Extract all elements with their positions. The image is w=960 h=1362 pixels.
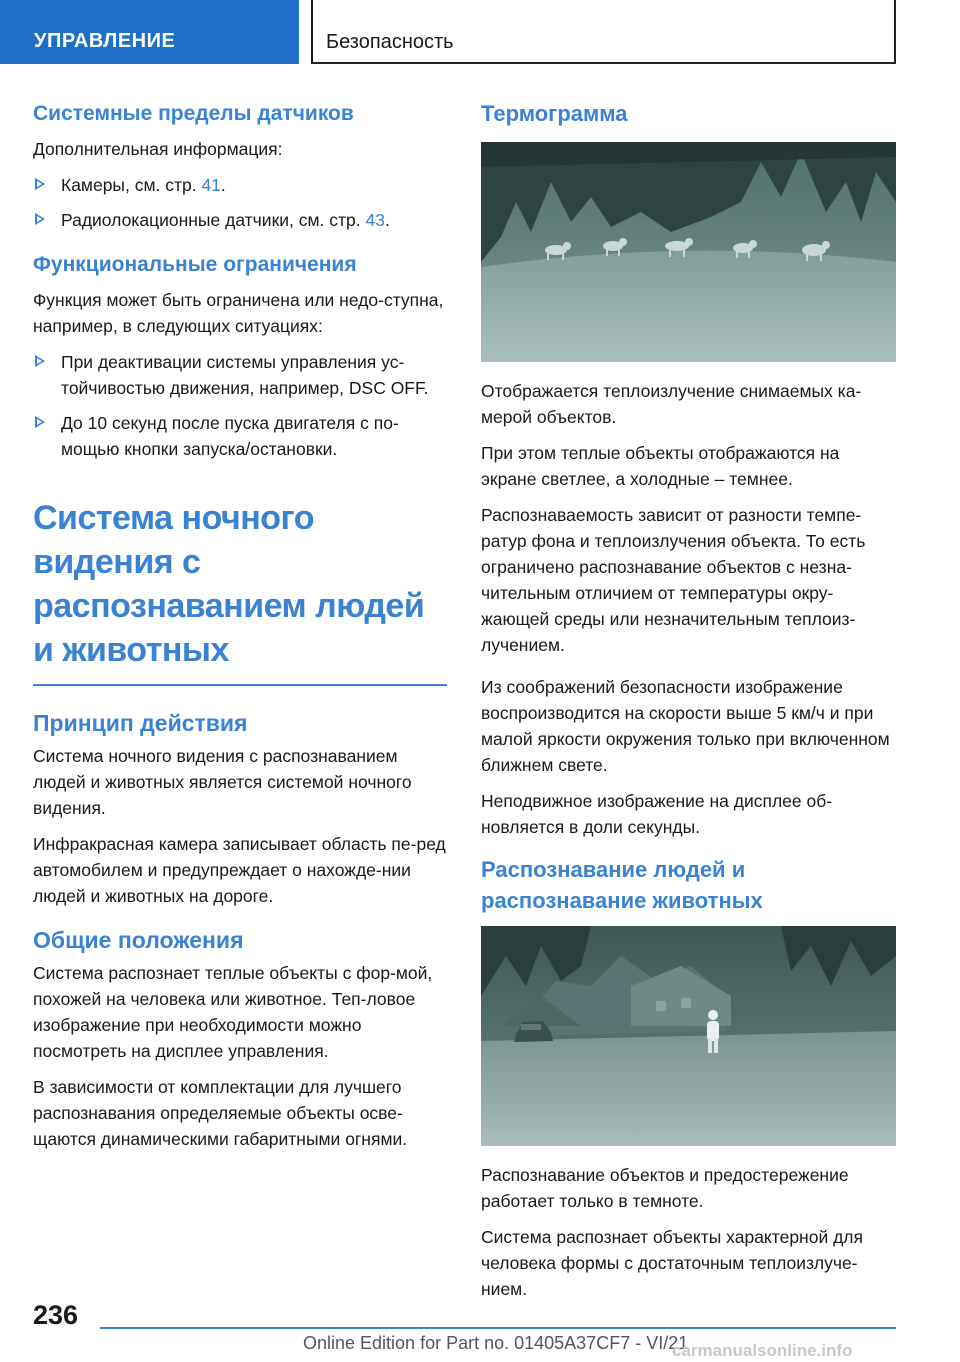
general-paragraph-2: В зависимости от комплектации для лучшего распознавания определяемые объекты осве-щаются динамическими габаритными огнями.	[33, 1077, 408, 1149]
left-column	[33, 100, 447, 1162]
pedestrian-detection-image	[481, 926, 896, 1146]
main-section-title: Система ночного видения с распознаванием людей и животных	[33, 496, 447, 686]
thermogram-paragraph-4: Из соображений безопасности изображение воспроизводится на скорости выше 5 км/ч и при малой яркости окружения только при включенном ближнем свете.	[481, 677, 890, 775]
thermogram-paragraph-1: Отображается теплоизлучение снимаемых ка-мерой объектов.	[481, 381, 862, 427]
thermogram-image	[481, 142, 896, 362]
func-limits-heading: Функциональные ограничения	[33, 253, 357, 276]
triangle-bullet-icon	[35, 178, 45, 190]
list-item: При деактивации системы управления ус-тойчивостью движения, например, DSC OFF.	[33, 349, 447, 401]
triangle-bullet-icon	[35, 416, 45, 428]
principle-heading: Принцип действия	[33, 710, 248, 736]
thermogram-paragraph-3: Распознаваемость зависит от разности темпе-ратур фона и теплоизлучения объекта. То есть ограничено распознавание объектов с незна-чительным отличием от температуры окру-жающей среды или незначительным теплоиз-лучением.	[481, 505, 866, 655]
footer-rule	[100, 1327, 896, 1329]
list-item: Радиолокационные датчики, см. стр. 43.	[33, 207, 447, 233]
principle-paragraph-2: Инфракрасная камера записывает область пе-ред автомобилем и предупреждает о нахожде-нии людей и животных на дороге.	[33, 834, 446, 906]
page-link-radar[interactable]: 43	[365, 210, 385, 230]
page-number: 236	[33, 1300, 79, 1330]
general-paragraph-1: Система распознает теплые объекты с фор-мой, похожей на человека или животное. Теп-ловое изображение при необходимости можно посмотреть на дисплее управления.	[33, 963, 433, 1061]
chapter-tab: УПРАВЛЕНИЕ	[0, 0, 299, 64]
sensor-limits-heading: Системные пределы датчиков	[33, 102, 354, 125]
recognition-paragraph-1: Распознавание объектов и предостережение работает только в темноте.	[481, 1165, 849, 1211]
thermogram-heading: Термограмма	[481, 101, 628, 126]
triangle-bullet-icon	[35, 355, 45, 367]
recognition-heading: Распознавание людей и распознавание животных	[481, 857, 763, 913]
watermark-logo: carmanualsonline.info	[672, 1341, 853, 1360]
thermogram-paragraph-2: При этом теплые объекты отображаются на экране светлее, а холодные – темнее.	[481, 443, 840, 489]
triangle-bullet-icon	[35, 213, 45, 225]
list-item: До 10 секунд после пуска двигателя с по-мощью кнопки запуска/остановки.	[33, 410, 447, 462]
thermogram-paragraph-5: Неподвижное изображение на дисплее об-новляется в доли секунды.	[481, 791, 833, 837]
right-column	[481, 100, 896, 1312]
page-link-cameras[interactable]: 41	[201, 175, 221, 195]
principle-paragraph-1: Система ночного видения с распознаванием людей и животных является системой ночного видения.	[33, 746, 412, 818]
sensor-limits-intro: Дополнительная информация:	[33, 139, 283, 159]
func-limits-text: Функция может быть ограничена или недо-ступна, например, в следующих ситуациях:	[33, 290, 444, 336]
recognition-paragraph-2: Система распознает объекты характерной для человека формы с достаточным теплоизлуче-нием.	[481, 1227, 863, 1299]
func-limits-list	[33, 349, 447, 462]
edition-text: Online Edition for Part no. 01405A37CF7 - VI/21	[303, 1333, 689, 1353]
general-heading: Общие положения	[33, 927, 244, 953]
sensor-limits-list	[33, 172, 447, 233]
list-item: Камеры, см. стр. 41.	[33, 172, 447, 198]
section-title: Безопасность	[326, 31, 454, 53]
